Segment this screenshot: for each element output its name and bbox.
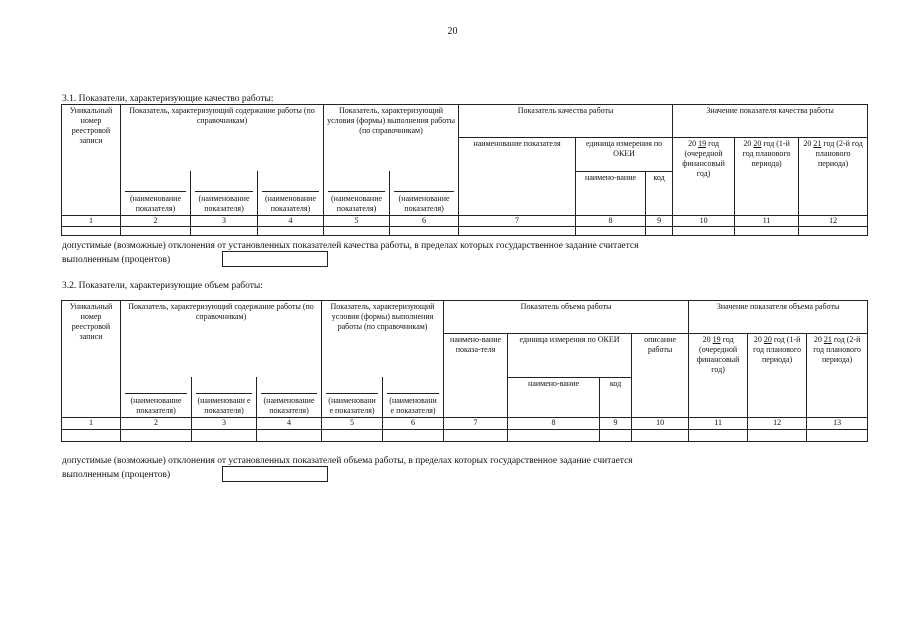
sub-indicator-3: (наименование показателя) (257, 377, 322, 417)
col-number: 2 (121, 417, 192, 429)
header-indicator-name: наимено-вание показа-теля (444, 333, 508, 417)
page-number: 20 (447, 26, 458, 37)
col-number: 1 (62, 215, 121, 226)
table-cell[interactable] (689, 429, 748, 441)
header-unit-code: код (600, 377, 632, 417)
header-conditions-spacer (322, 333, 444, 377)
col-number: 3 (192, 417, 257, 429)
volume-deviation-note: допустимые (возможные) отклонения от установленных показателей объема работы, в пределах которых государственное задание считается (62, 456, 633, 466)
table-cell[interactable] (383, 429, 444, 441)
header-quality-indicator: Показатель качества работы (459, 105, 673, 138)
table-cell[interactable] (258, 226, 324, 235)
table-cell[interactable] (576, 226, 646, 235)
col-number: 5 (322, 417, 383, 429)
col-number: 10 (632, 417, 689, 429)
table-row (62, 429, 868, 441)
quality-deviation-label: выполненным (процентов) (62, 255, 171, 265)
col-number: 11 (689, 417, 748, 429)
header-registry: Уникальный номер реестровой записи (62, 301, 121, 418)
table-cell[interactable] (748, 429, 807, 441)
col-number: 8 (508, 417, 600, 429)
sub-indicator-4: (наименование показателя) (324, 171, 390, 215)
table-cell[interactable] (508, 429, 600, 441)
header-year-3: 20 21 год (2-й год планового периода) (799, 137, 868, 215)
header-unit-code: код (646, 171, 673, 215)
table-cell[interactable] (632, 429, 689, 441)
col-number: 1 (62, 417, 121, 429)
table-cell[interactable] (600, 429, 632, 441)
table-cell[interactable] (121, 226, 191, 235)
sub-indicator-3: (наименование показателя) (258, 171, 324, 215)
header-volume-value: Значение показателя объема работы (689, 301, 868, 334)
col-number: 6 (383, 417, 444, 429)
col-number: 13 (807, 417, 868, 429)
col-number: 2 (121, 215, 191, 226)
header-unit-name: наимено-вание (508, 377, 600, 417)
quality-table (61, 104, 868, 236)
header-quality-value: Значение показателя качества работы (673, 105, 868, 138)
sub-indicator-1: (наименование показателя) (121, 377, 192, 417)
table-cell[interactable] (459, 226, 576, 235)
table-cell[interactable] (62, 226, 121, 235)
section-3-1-title: 3.1. Показатели, характеризующие качество работы: (62, 94, 274, 104)
header-year-2: 20 20 год (1-й год планового периода) (748, 333, 807, 417)
table-cell[interactable] (735, 226, 799, 235)
header-year-2: 20 20 год (1-й год планового периода) (735, 137, 799, 215)
section-3-2-title: 3.2. Показатели, характеризующие объем работы: (62, 281, 263, 291)
header-conditions: Показатель, характеризующий условия (формы) выполнения работы (по справочникам) (322, 301, 444, 334)
table-cell[interactable] (191, 226, 258, 235)
header-unit-okei: единица измерения по ОКЕИ (508, 333, 632, 377)
sub-indicator-2: (наименовани е показателя) (192, 377, 257, 417)
header-year-3: 20 21 год (2-й год планового периода) (807, 333, 868, 417)
col-number: 3 (191, 215, 258, 226)
table-cell[interactable] (324, 226, 390, 235)
col-number: 11 (735, 215, 799, 226)
header-conditions-spacer (324, 137, 459, 171)
col-number: 7 (459, 215, 576, 226)
table-row (62, 226, 868, 235)
header-indicator-name: наименование показателя (459, 137, 576, 215)
header-year-1: 20 19 год (очередной финансовый год) (673, 137, 735, 215)
table-cell[interactable] (673, 226, 735, 235)
header-unit-name: наимено-вание (576, 171, 646, 215)
col-number: 9 (646, 215, 673, 226)
col-number: 12 (748, 417, 807, 429)
col-number: 9 (600, 417, 632, 429)
volume-table (61, 300, 868, 442)
table-cell[interactable] (62, 429, 121, 441)
header-conditions: Показатель, характеризующий условия (формы) выполнения работы (по справочникам) (324, 105, 459, 138)
table-cell[interactable] (257, 429, 322, 441)
table-cell[interactable] (444, 429, 508, 441)
table-cell[interactable] (390, 226, 459, 235)
header-content-spacer (121, 137, 324, 171)
col-number: 10 (673, 215, 735, 226)
table-cell[interactable] (121, 429, 192, 441)
header-year-1: 20 19 год (очередной финансовый год) (689, 333, 748, 417)
table-cell[interactable] (807, 429, 868, 441)
sub-indicator-4: (наименовани е показателя) (322, 377, 383, 417)
header-volume-indicator: Показатель объема работы (444, 301, 689, 334)
table-cell[interactable] (799, 226, 868, 235)
header-content: Показатель, характеризующий содержание работы (по справочникам) (121, 105, 324, 138)
volume-deviation-input[interactable] (222, 466, 328, 482)
sub-indicator-2: (наименование показателя) (191, 171, 258, 215)
header-content: Показатель, характеризующий содержание работы (по справочникам) (121, 301, 322, 334)
col-number: 7 (444, 417, 508, 429)
table-cell[interactable] (192, 429, 257, 441)
col-number: 4 (258, 215, 324, 226)
col-number: 5 (324, 215, 390, 226)
col-number: 12 (799, 215, 868, 226)
sub-indicator-5: (наименование показателя) (390, 171, 459, 215)
volume-deviation-label: выполненным (процентов) (62, 470, 171, 480)
header-unit-okei: единица измерения по ОКЕИ (576, 137, 673, 171)
sub-indicator-1: (наименование показателя) (121, 171, 191, 215)
quality-deviation-note: допустимые (возможные) отклонения от установленных показателей качества работы, в пределах которых государственное задание считается (62, 241, 639, 251)
table-cell[interactable] (646, 226, 673, 235)
header-work-description: описание работы (632, 333, 689, 417)
sub-indicator-5: (наименовани е показателя) (383, 377, 444, 417)
header-content-spacer (121, 333, 322, 377)
col-number: 8 (576, 215, 646, 226)
quality-deviation-input[interactable] (222, 251, 328, 267)
header-registry: Уникальный номер реестровой записи (62, 105, 121, 216)
col-number: 4 (257, 417, 322, 429)
table-cell[interactable] (322, 429, 383, 441)
col-number: 6 (390, 215, 459, 226)
